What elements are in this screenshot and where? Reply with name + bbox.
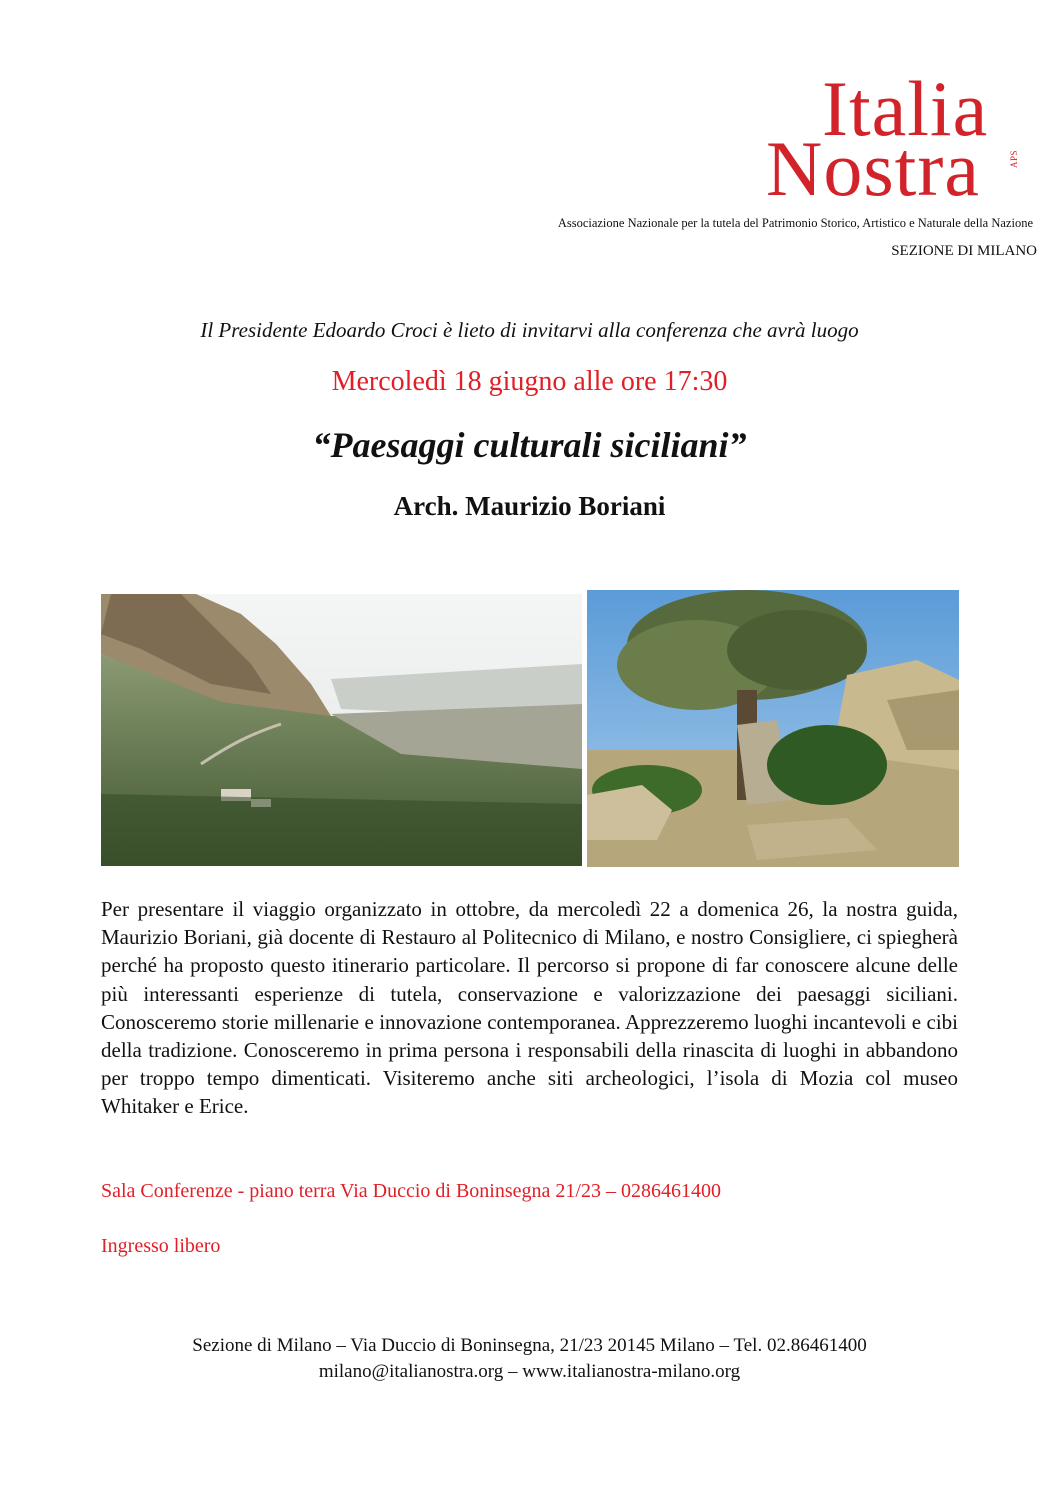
sicilian-valley-landscape-photo	[101, 594, 582, 866]
venue-info: Sala Conferenze - piano terra Via Duccio di Boninsegna 21/23 – 0286461400	[101, 1180, 721, 1202]
section-label: SEZIONE DI MILANO	[891, 243, 1037, 259]
association-subtitle: Associazione Nazionale per la tutela del Patrimonio Storico, Artistico e Naturale della Nazione	[557, 216, 1033, 230]
free-entry-note: Ingresso libero	[101, 1235, 221, 1257]
description-paragraph: Per presentare il viaggio organizzato in ottobre, da mercoledì 22 a domenica 26, la nostra guida, Maurizio Boriani, già docente di Restauro al Politecnico di Milano, e nostro Consigliere, ci spiegherà perché ha proposto questo itinerario particolare. Il percorso si propone di far conoscere alcune delle più interessanti esperienze di tutela, conservazione e valorizzazione dei paesaggi siciliani. Conosceremo storie millenarie e innovazione contemporanea. Apprezzeremo luoghi incantevoli e cibi della tradizione. Conosceremo in prima persona i responsabili della rinascita di luoghi in abbandono per troppo tempo dimenticati. Visiteremo anche siti archeologici, l’isola di Mozia col museo Whitaker e Erice.	[101, 897, 958, 1119]
logo-line-nostra: Nostra	[766, 125, 980, 212]
footer-contacts: milano@italianostra.org – www.italianostra-milano.org	[318, 1361, 741, 1382]
footer	[0, 1333, 1059, 1385]
logo-line-italia: Italia	[822, 65, 989, 152]
speaker-name: Arch. Maurizio Boriani	[393, 491, 666, 521]
logo-aps-suffix: APS	[1009, 149, 1019, 168]
footer-address: Sezione di Milano – Via Duccio di Boninsegna, 21/23 20145 Milano – Tel. 02.86461400	[192, 1335, 867, 1356]
italia-nostra-logo	[760, 65, 1030, 212]
invitation-line: Il Presidente Edoardo Croci è lieto di invitarvi alla conferenza che avrà luogo	[200, 318, 859, 342]
olive-tree-ancient-ruins-photo	[587, 590, 959, 867]
conference-title: “Paesaggi culturali siciliani”	[312, 425, 747, 465]
event-date: Mercoledì 18 giugno alle ore 17:30	[331, 366, 728, 397]
